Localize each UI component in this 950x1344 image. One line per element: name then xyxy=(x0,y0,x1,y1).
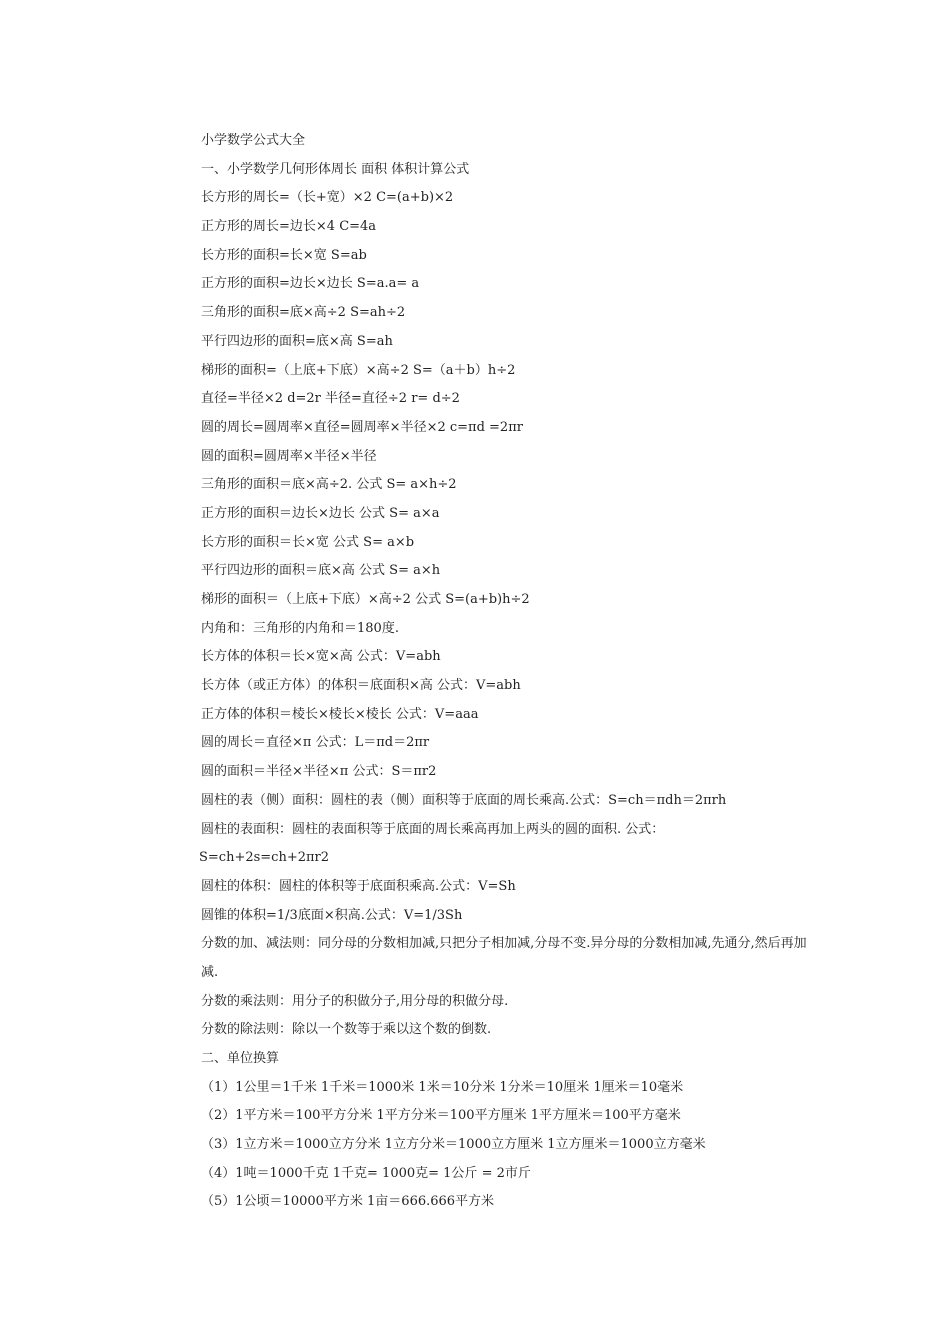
fraction-add-rule: 分数的加、减法则：同分母的分数相加减,只把分子相加减,分母不变.异分母的分数相加减,先通分,然后再加减. xyxy=(201,936,807,980)
document-content xyxy=(201,127,811,1217)
formula-line: 直径=半径×2 d=2r 半径=直径÷2 r= d÷2 xyxy=(201,391,460,407)
formula-line: 长方形的面积＝长×宽 公式 S= a×b xyxy=(201,534,415,550)
section-heading-units: 二、单位换算 xyxy=(201,1051,280,1067)
formula-line: 正方形的面积＝边长×边长 公式 S= a×a xyxy=(201,505,440,521)
fraction-div-rule: 分数的除法则：除以一个数等于乘以这个数的倒数. xyxy=(201,1022,492,1038)
formula-line: 梯形的面积＝（上底+下底）×高÷2 公式 S=(a+b)h÷2 xyxy=(201,592,530,607)
formula-line: 长方体的体积＝长×宽×高 公式：V=abh xyxy=(201,649,441,665)
formula-line: 长方体（或正方体）的体积＝底面积×高 公式：V=abh xyxy=(201,678,521,694)
fraction-mul-rule: 分数的乘法则：用分子的积做分子,用分母的积做分母. xyxy=(201,993,509,1009)
formula-line: 圆柱的体积：圆柱的体积等于底面积乘高.公式：V=Sh xyxy=(201,878,516,894)
formula-line: 圆柱的表面积：圆柱的表面积等于底面的周长乘高再加上两头的圆的面积. 公式： xyxy=(201,821,665,837)
formula-line: 正方形的面积=边长×边长 S=a.a= a xyxy=(201,276,420,292)
formula-line: 平行四边形的面积＝底×高 公式 S= a×h xyxy=(201,563,441,579)
unit-line: （4）1吨＝1000千克 1千克= 1000克= 1公斤 = 2市斤 xyxy=(201,1165,531,1181)
formula-line: 圆的面积=圆周率×半径×半径 xyxy=(201,448,377,464)
formula-line: 圆锥的体积=1/3底面×积高.公式：V=1/3Sh xyxy=(201,907,463,923)
unit-line: （2）1平方米＝100平方分米 1平方分米＝100平方厘米 1平方厘米＝100平方毫米 xyxy=(201,1108,681,1124)
formula-line: 三角形的面积＝底×高÷2. 公式 S= a×h÷2 xyxy=(201,477,457,493)
unit-line: （1）1公里＝1千米 1千米＝1000米 1米＝10分米 1分米＝10厘米 1厘米＝10毫米 xyxy=(201,1079,684,1095)
formula-line: 平行四边形的面积=底×高 S=ah xyxy=(201,333,393,349)
unit-line: （5）1公顷＝10000平方米 1亩＝666.666平方米 xyxy=(201,1194,495,1210)
formula-line: 圆的周长＝直径×π 公式：L＝πd＝2πr xyxy=(201,735,430,751)
formula-line: 正方形的周长=边长×4 C=4a xyxy=(201,219,377,235)
formula-line: 梯形的面积=（上底+下底）×高÷2 S=（a＋b）h÷2 xyxy=(201,362,516,378)
formula-line: S=ch+2s=ch+2πr2 xyxy=(199,850,330,866)
formula-line: 圆的面积＝半径×半径×π 公式：S＝πr2 xyxy=(201,764,437,780)
formula-line: 圆的周长=圆周率×直径=圆周率×半径×2 c=πd =2πr xyxy=(201,419,523,435)
formula-line: 正方体的体积＝棱长×棱长×棱长 公式：V=aaa xyxy=(201,706,479,722)
document-title: 小学数学公式大全 xyxy=(201,133,306,148)
formula-line: 圆柱的表（侧）面积：圆柱的表（侧）面积等于底面的周长乘高.公式：S=ch＝πdh＝2πrh xyxy=(201,792,727,808)
formula-line: 三角形的面积=底×高÷2 S=ah÷2 xyxy=(201,305,406,321)
formula-line: 长方形的周长=（长+宽）×2 C=(a+b)×2 xyxy=(201,190,454,206)
unit-line: （3）1立方米＝1000立方分米 1立方分米＝1000立方厘米 1立方厘米＝1000立方毫米 xyxy=(201,1137,706,1153)
section-heading-geometry: 一、小学数学几何形体周长 面积 体积计算公式 xyxy=(201,161,470,177)
formula-line: 内角和：三角形的内角和＝180度. xyxy=(201,620,399,636)
formula-line: 长方形的面积=长×宽 S=ab xyxy=(201,247,367,263)
